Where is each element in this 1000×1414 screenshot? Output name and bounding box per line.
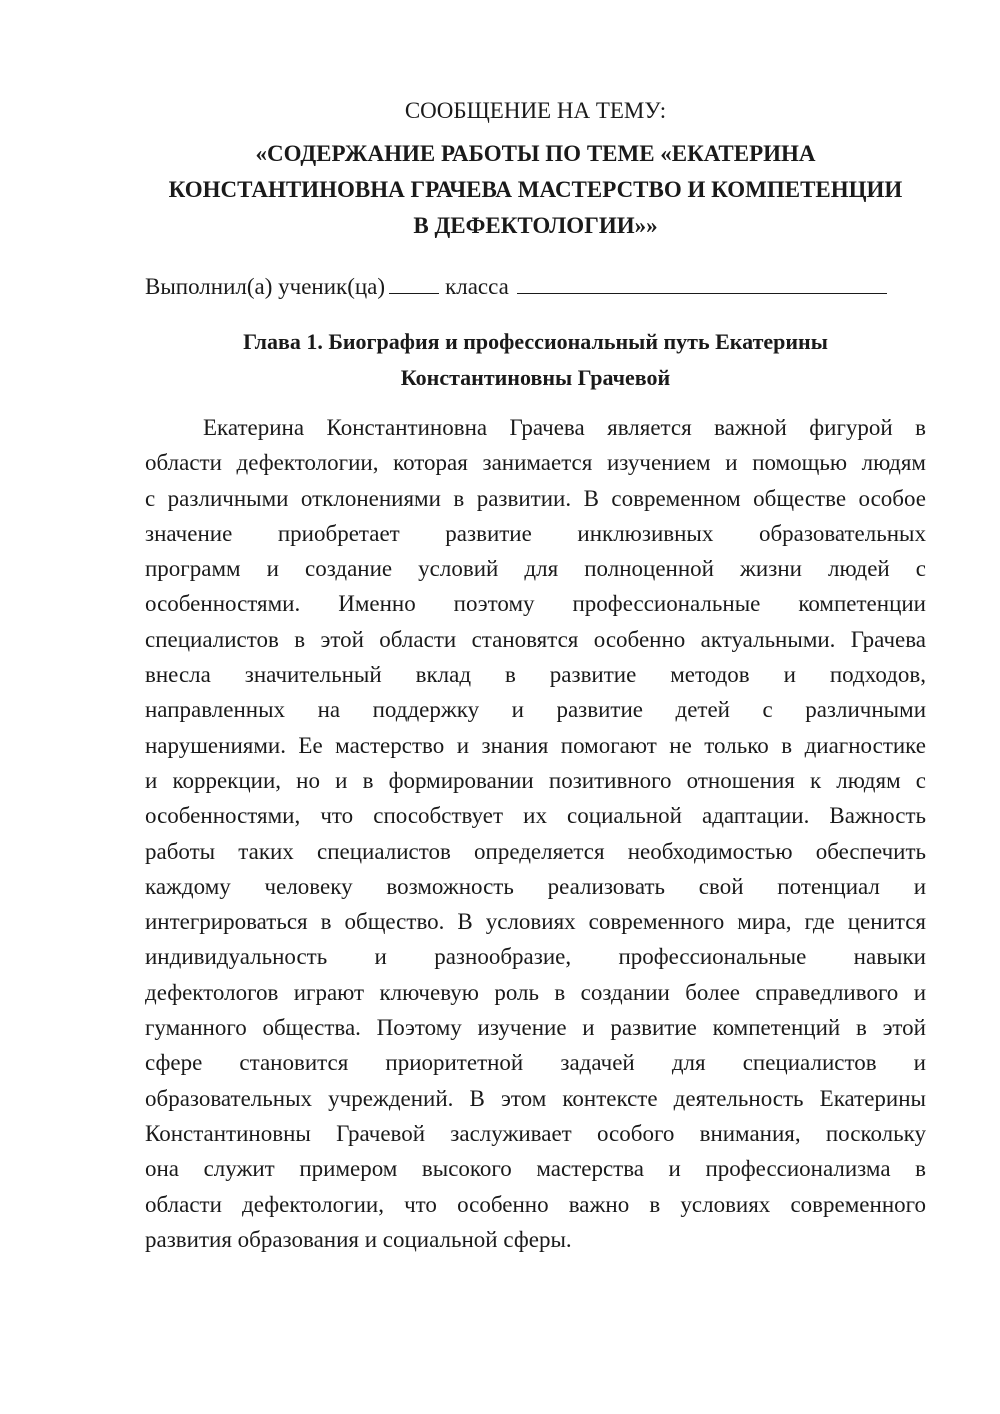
paragraph-line: образовательных учреждений. В этом контексте деятельность Екатерины	[145, 1085, 926, 1111]
title-line: «СОДЕРЖАНИЕ РАБОТЫ ПО ТЕМЕ «ЕКАТЕРИНА	[255, 141, 816, 166]
paragraph-line: с различными отклонениями в развитии. В современном обществе особое	[145, 485, 926, 511]
paragraph-line: индивидуальность и разнообразие, профессиональные навыки	[145, 944, 926, 970]
author-label: Выполнил(а) ученик(ца)	[145, 274, 386, 299]
paragraph-line: особенностями. Именно поэтому профессиональные компетенции	[145, 591, 926, 617]
paragraph-line: гуманного общества. Поэтому изучение и развитие компетенций в этой	[145, 1015, 926, 1041]
class-blank-field	[389, 275, 439, 294]
paragraph-line: области дефектологии, что особенно важно в условиях современного	[145, 1191, 926, 1217]
class-label: класса	[445, 274, 509, 299]
document-title	[145, 136, 926, 244]
chapter-heading-line: Константиновны Грачевой	[400, 365, 671, 390]
paragraph-line: развития образования и социальной сферы.	[145, 1226, 572, 1252]
author-line	[145, 270, 926, 304]
paragraph-line: внесла значительный вклад в развитие методов и подходов,	[145, 662, 926, 688]
paragraph-line: интегрироваться в общество. В условиях современного мира, где ценится	[145, 909, 926, 935]
paragraph-line: и коррекции, но и в формировании позитивного отношения к людям с	[145, 767, 926, 793]
paragraph-line: программ и создание условий для полноценной жизни людей с	[145, 556, 926, 582]
paragraph-line: направленных на поддержку и развитие детей с различными	[145, 697, 926, 723]
body-paragraph	[145, 410, 926, 1257]
paragraph-line: особенностями, что способствует их социальной адаптации. Важность	[145, 803, 926, 829]
title-line: КОНСТАНТИНОВНА ГРАЧЕВА МАСТЕРСТВО И КОМПЕТЕНЦИИ	[168, 177, 903, 202]
paragraph-line: специалистов в этой области становятся особенно актуальными. Грачева	[145, 626, 926, 652]
paragraph-line: нарушениями. Ее мастерство и знания помогают не только в диагностике	[145, 732, 926, 758]
paragraph-line: Екатерина Константиновна Грачева является важной фигурой в	[203, 415, 926, 440]
document-header: СООБЩЕНИЕ НА ТЕМУ:	[404, 98, 667, 123]
paragraph-line: она служит примером высокого мастерства и профессионализма в	[145, 1156, 926, 1182]
paragraph-line: Константиновны Грачевой заслуживает особого внимания, поскольку	[145, 1120, 926, 1146]
paragraph-line: дефектологов играют ключевую роль в создании более справедливого и	[145, 979, 926, 1005]
name-blank-field	[517, 275, 887, 294]
paragraph-line: области дефектологии, которая занимается изучением и помощью людям	[145, 450, 926, 476]
paragraph-line: каждому человеку возможность реализовать свой потенциал и	[145, 873, 926, 899]
chapter-heading-line: Глава 1. Биография и профессиональный путь Екатерины	[243, 329, 828, 354]
paragraph-line: работы таких специалистов определяется необходимостью обеспечить	[145, 838, 926, 864]
chapter-heading	[145, 324, 926, 396]
paragraph-line: сфере становится приоритетной задачей для специалистов и	[145, 1050, 926, 1076]
paragraph-line: значение приобретает развитие инклюзивных образовательных	[145, 520, 926, 546]
title-line: В ДЕФЕКТОЛОГИИ»»	[413, 213, 658, 238]
